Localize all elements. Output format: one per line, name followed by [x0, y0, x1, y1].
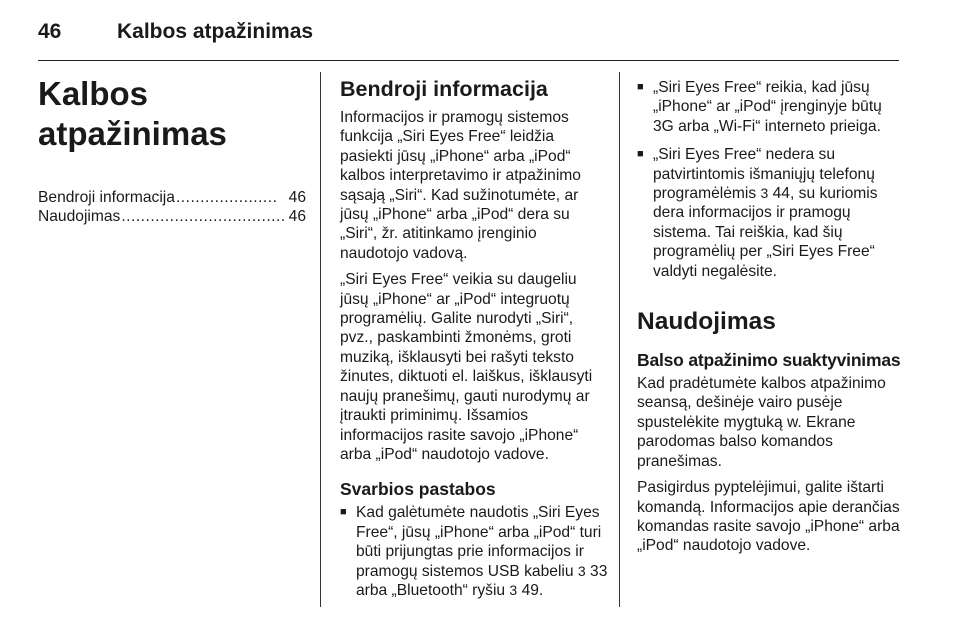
paragraph: Informacijos ir pramogų sistemos funkcija „Siri Eyes Free“ leidžia pasiekti jūsų „iPhone“ arba „iPod“ kalbos interpretavimo ir atpažinimo sąsają „Siri“. Kad sužinotumėte, ar jūsų „iPhone“ arba „iPod“ dera su „Siri“, žr. atitinkamo įrenginio naudotojo vadovą. — [340, 109, 581, 262]
page-reference[interactable]: 49. — [521, 581, 544, 599]
bullet-square-icon: ■ — [637, 148, 644, 161]
toc-leader-dots: ..................... — [175, 189, 278, 206]
section-heading-usage: Naudojimas — [637, 308, 776, 336]
right-column — [637, 78, 902, 563]
running-header-title: Kalbos atpažinimas — [117, 20, 314, 43]
page-number: 46 — [38, 20, 62, 43]
toc-entry-general-info[interactable] — [38, 188, 306, 207]
header-divider — [38, 60, 899, 61]
bullet-item — [637, 78, 902, 136]
toc-page-number: 46 — [288, 208, 306, 226]
page-reference-icon: 3 — [509, 581, 518, 598]
paragraph: „Siri Eyes Free“ veikia su daugeliu jūsų „iPhone“ ar „iPod“ integruotų programėlių. Galite nurodyti „Siri“, pvz., paskambinti žmonėms, groti muziką, išklausyti bei rašyti teksto žinutes, diktuoti el. laiškus, išklausyti naujų pranešimų, gauti nurodymų ar įtraukti priminimų. Išsamios informacijos rasite savojo „iPhone“ arba „iPod“ naudotojo vadove. — [340, 271, 593, 463]
subheading-important-notes: Svarbios pastabos — [340, 479, 496, 500]
middle-column — [340, 76, 608, 609]
left-column — [38, 74, 306, 227]
bullet-item — [340, 503, 608, 600]
bullet-text: „Siri Eyes Free“ nedera su patvirtintomis išmaniųjų telefonų programėlėmis 3 44, su kuriomis dera informacijos ir pramogų sistema. Tai reiškia, kad šių programėlių per „Siri Eyes Free“ valdyti negalėsite. — [653, 146, 878, 280]
page-reference-icon: 3 — [760, 185, 769, 202]
toc-leader-dots: .................................. — [121, 208, 286, 226]
toc-label: Bendroji informacija — [38, 189, 175, 206]
section-heading-general-info: Bendroji informacija — [340, 77, 548, 101]
bullet-square-icon: ■ — [340, 506, 347, 519]
page-reference[interactable]: 33 — [590, 562, 608, 580]
bullet-item — [637, 145, 902, 281]
chapter-title: Kalbos atpažinimas — [38, 75, 227, 152]
page-reference-icon: 3 — [577, 562, 586, 579]
toc-entry-usage[interactable] — [38, 207, 306, 226]
bullet-text: Kad galėtumėte naudotis „Siri Eyes Free“, jūsų „iPhone“ arba „iPod“ turi būti prijungtas prie informacijos ir pramogų sistemos USB kabeliu 3 33 arba „Bluetooth“ ryšiu 3 49. — [356, 504, 608, 599]
paragraph: Pasigirdus pyptelėjimui, galite ištarti komandą. Informacijos apie derančias komandas rasite savojo „iPhone“ arba „iPod“ naudotojo vadove. — [637, 479, 900, 555]
toc-label: Naudojimas — [38, 208, 121, 226]
subheading-voice-activation: Balso atpažinimo suaktyvinimas — [637, 350, 901, 371]
column-divider-right — [619, 72, 620, 607]
bullet-square-icon: ■ — [637, 81, 644, 93]
page-reference[interactable]: 44, — [772, 185, 795, 203]
column-divider-left — [320, 72, 321, 607]
voice-button-icon: w — [786, 413, 798, 431]
bullet-text: „Siri Eyes Free“ reikia, kad jūsų „iPhone“ ar „iPod“ įrenginyje būtų 3G arba „Wi-Fi“ interneto prieiga. — [653, 79, 882, 135]
paragraph: Kad pradėtumėte kalbos atpažinimo seansą, dešinėje vairo pusėje spustelėkite mygtuką w. Ekrane parodomas balso komandos pranešimas. — [637, 375, 886, 470]
toc-page-number: 46 — [288, 189, 306, 206]
